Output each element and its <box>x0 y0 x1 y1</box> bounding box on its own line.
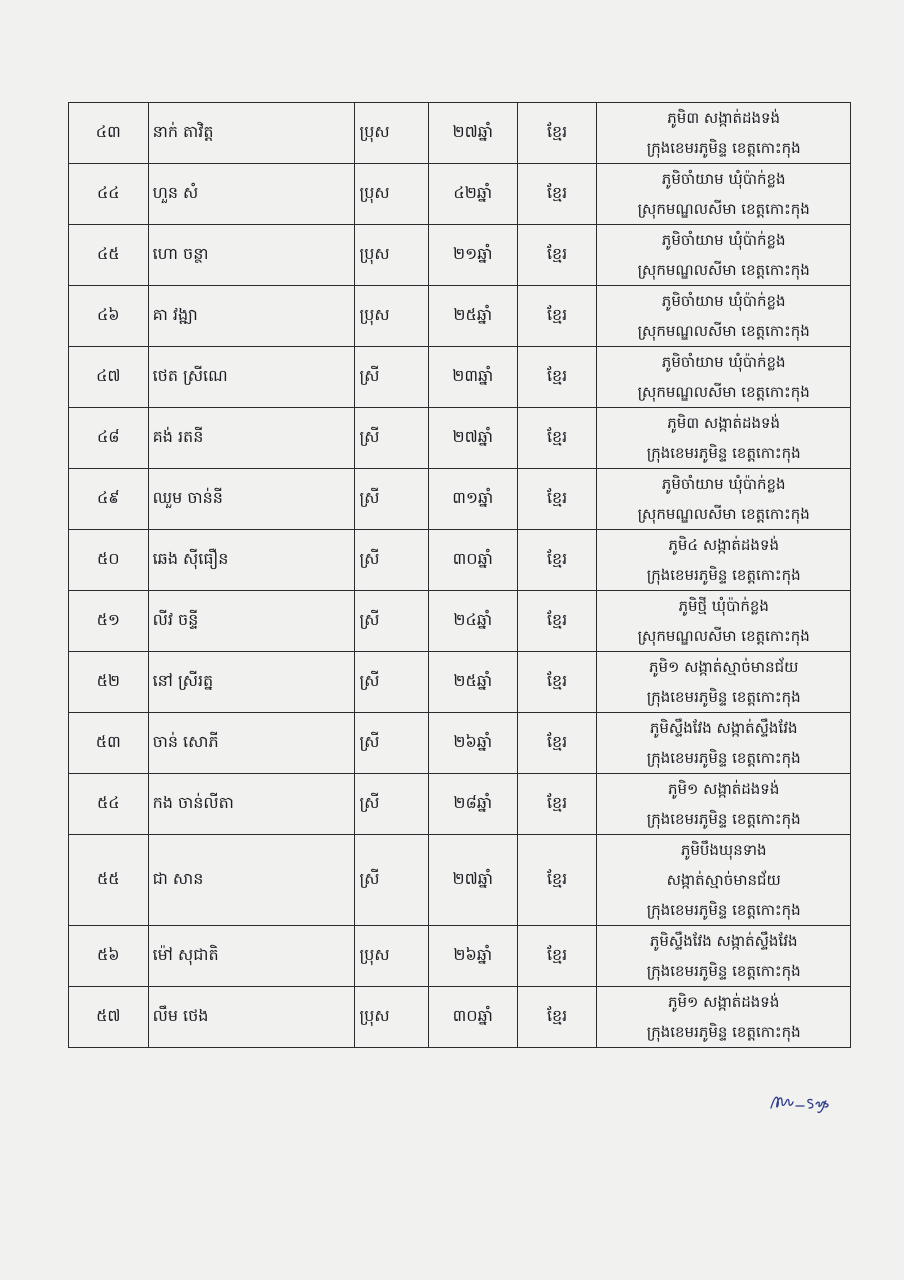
ethnicity-cell: ខ្មែរ <box>517 530 597 591</box>
address-cell <box>597 652 851 713</box>
name-cell: លឹម ថេង <box>148 987 355 1048</box>
address-cell <box>597 987 851 1048</box>
sex-cell: ប្រុស <box>355 286 428 347</box>
sex-cell: ស្រី <box>355 469 428 530</box>
ethnicity-cell: ខ្មែរ <box>517 987 597 1048</box>
row-number-cell: ៤៣ <box>69 103 149 164</box>
address-line: ស្រុកមណ្ឌលសីមា ខេត្តកោះកុង <box>637 383 810 401</box>
sex-cell: ស្រី <box>355 530 428 591</box>
row-number-cell: ៤៦ <box>69 286 149 347</box>
name-cell: កង ចាន់លីតា <box>148 774 355 835</box>
age-cell: ២៦ឆ្នាំ <box>428 713 517 774</box>
ethnicity-cell: ខ្មែរ <box>517 286 597 347</box>
ethnicity-cell: ខ្មែរ <box>517 225 597 286</box>
ethnicity-cell: ខ្មែរ <box>517 347 597 408</box>
sex-cell: ស្រី <box>355 408 428 469</box>
address-cell <box>597 164 851 225</box>
age-cell: ២៧ឆ្នាំ <box>428 103 517 164</box>
ethnicity-cell: ខ្មែរ <box>517 774 597 835</box>
address-line: ក្រុងខេមរភូមិន្ទ ខេត្តកោះកុង <box>646 444 801 462</box>
address-line: ក្រុងខេមរភូមិន្ទ ខេត្តកោះកុង <box>646 139 801 157</box>
sex-cell: ស្រី <box>355 591 428 652</box>
table-row <box>69 225 851 286</box>
table-row <box>69 469 851 530</box>
name-cell: ថេត ស្រីណេ <box>148 347 355 408</box>
ethnicity-cell: ខ្មែរ <box>517 835 597 926</box>
age-cell: ៣០ឆ្នាំ <box>428 530 517 591</box>
address-line: ក្រុងខេមរភូមិន្ទ ខេត្តកោះកុង <box>646 901 801 919</box>
address-line: ភូមិ៣ សង្កាត់ដងទង់ <box>667 109 781 127</box>
table-row <box>69 347 851 408</box>
age-cell: ២១ឆ្នាំ <box>428 225 517 286</box>
address-line: ភូមិ៤ សង្កាត់ដងទង់ <box>668 536 779 554</box>
address-line: ក្រុងខេមរភូមិន្ទ ខេត្តកោះកុង <box>646 1023 801 1041</box>
table-row <box>69 408 851 469</box>
address-cell <box>597 469 851 530</box>
address-cell <box>597 347 851 408</box>
sex-cell: ស្រី <box>355 652 428 713</box>
address-line: ក្រុងខេមរភូមិន្ទ ខេត្តកោះកុង <box>646 566 801 584</box>
row-number-cell: ៥០ <box>69 530 149 591</box>
ethnicity-cell: ខ្មែរ <box>517 408 597 469</box>
row-number-cell: ៤៩ <box>69 469 149 530</box>
ethnicity-cell: ខ្មែរ <box>517 713 597 774</box>
address-cell <box>597 926 851 987</box>
row-number-cell: ៤៥ <box>69 225 149 286</box>
row-number-cell: ៥២ <box>69 652 149 713</box>
address-cell <box>597 286 851 347</box>
sex-cell: ប្រុស <box>355 987 428 1048</box>
table-row <box>69 103 851 164</box>
address-cell <box>597 408 851 469</box>
address-line: ភូមិបឹងឃុនទាង <box>680 841 767 859</box>
address-line: ក្រុងខេមរភូមិន្ទ ខេត្តកោះកុង <box>646 749 801 767</box>
age-cell: ២៥ឆ្នាំ <box>428 286 517 347</box>
ethnicity-cell: ខ្មែរ <box>517 591 597 652</box>
address-line: ស្រុកមណ្ឌលសីមា ខេត្តកោះកុង <box>637 505 810 523</box>
address-cell <box>597 591 851 652</box>
name-cell: ជា សាន <box>148 835 355 926</box>
address-line: ស្រុកមណ្ឌលសីមា ខេត្តកោះកុង <box>637 200 810 218</box>
name-cell: លីវ ចន្ទី <box>148 591 355 652</box>
address-cell <box>597 103 851 164</box>
address-line: ភូមិចាំយាម ឃុំប៉ាក់ខ្លង <box>661 292 786 310</box>
row-number-cell: ៥១ <box>69 591 149 652</box>
name-cell: ឆេង ស៊ីធឿន <box>148 530 355 591</box>
address-cell <box>597 835 851 926</box>
sex-cell: ប្រុស <box>355 103 428 164</box>
name-cell: ឈួម ចាន់នី <box>148 469 355 530</box>
age-cell: ២៣ឆ្នាំ <box>428 347 517 408</box>
sex-cell: ប្រុស <box>355 164 428 225</box>
age-cell: ២៨ឆ្នាំ <box>428 774 517 835</box>
address-line: ក្រុងខេមរភូមិន្ទ ខេត្តកោះកុង <box>646 810 801 828</box>
table-row <box>69 835 851 926</box>
row-number-cell: ៤៨ <box>69 408 149 469</box>
row-number-cell: ៤៤ <box>69 164 149 225</box>
address-cell <box>597 225 851 286</box>
table-row <box>69 286 851 347</box>
signature-image <box>768 1090 830 1116</box>
name-cell: ហួន សំ <box>148 164 355 225</box>
address-line: ភូមិចាំយាម ឃុំប៉ាក់ខ្លង <box>661 231 786 249</box>
ethnicity-cell: ខ្មែរ <box>517 652 597 713</box>
row-number-cell: ៥៤ <box>69 774 149 835</box>
address-cell <box>597 713 851 774</box>
age-cell: ២៥ឆ្នាំ <box>428 652 517 713</box>
sex-cell: ស្រី <box>355 835 428 926</box>
table-row <box>69 926 851 987</box>
row-number-cell: ៥៥ <box>69 835 149 926</box>
name-cell: នៅ ស្រីរត្ន <box>148 652 355 713</box>
address-line: ក្រុងខេមរភូមិន្ទ ខេត្តកោះកុង <box>646 688 801 706</box>
address-line: ភូមិ១ សង្កាត់ដងទង់ <box>668 993 780 1011</box>
age-cell: ២៦ឆ្នាំ <box>428 926 517 987</box>
sex-cell: ប្រុស <box>355 225 428 286</box>
age-cell: ២៧ឆ្នាំ <box>428 408 517 469</box>
address-line: ភូមិចាំយាម ឃុំប៉ាក់ខ្លង <box>661 170 786 188</box>
address-line: ភូមិ១ សង្កាត់ដងទង់ <box>668 780 780 798</box>
address-cell <box>597 774 851 835</box>
table-row <box>69 987 851 1048</box>
sex-cell: ប្រុស <box>355 926 428 987</box>
name-cell: គង់ រតនី <box>148 408 355 469</box>
address-cell <box>597 530 851 591</box>
address-line: ស្រុកមណ្ឌលសីមា ខេត្តកោះកុង <box>637 261 810 279</box>
age-cell: ៣០ឆ្នាំ <box>428 987 517 1048</box>
row-number-cell: ៥៦ <box>69 926 149 987</box>
name-cell: ម៉ៅ សុជាតិ <box>148 926 355 987</box>
sex-cell: ស្រី <box>355 347 428 408</box>
row-number-cell: ៥៧ <box>69 987 149 1048</box>
table-row <box>69 652 851 713</box>
name-cell: នាក់ តាវិត្ត <box>148 103 355 164</box>
age-cell: ២៧ឆ្នាំ <box>428 835 517 926</box>
ethnicity-cell: ខ្មែរ <box>517 469 597 530</box>
address-line: ស្រុកមណ្ឌលសីមា ខេត្តកោះកុង <box>637 627 810 645</box>
name-cell: ហោ ចន្ថា <box>148 225 355 286</box>
address-line: ភូមិស្ទឹងវែង សង្កាត់ស្ទឹងវែង <box>649 719 798 737</box>
table-row <box>69 591 851 652</box>
address-line: ក្រុងខេមរភូមិន្ទ ខេត្តកោះកុង <box>646 962 801 980</box>
address-line: ភូមិ៣ សង្កាត់ដងទង់ <box>667 414 781 432</box>
ethnicity-cell: ខ្មែរ <box>517 164 597 225</box>
ethnicity-cell: ខ្មែរ <box>517 103 597 164</box>
address-line: ភូមិស្ទឹងវែង សង្កាត់ស្ទឹងវែង <box>649 932 798 950</box>
address-line: ភូមិចាំយាម ឃុំប៉ាក់ខ្លង <box>661 353 786 371</box>
address-line: ភូមិចាំយាម ឃុំប៉ាក់ខ្លង <box>661 475 786 493</box>
age-cell: ២៤ឆ្នាំ <box>428 591 517 652</box>
personnel-table-body <box>69 103 851 1048</box>
sex-cell: ស្រី <box>355 774 428 835</box>
address-line: សង្កាត់ស្មាច់មានជ័យ <box>666 871 781 889</box>
age-cell: ៣១ឆ្នាំ <box>428 469 517 530</box>
ethnicity-cell: ខ្មែរ <box>517 926 597 987</box>
table-row <box>69 164 851 225</box>
sex-cell: ស្រី <box>355 713 428 774</box>
address-line: ភូមិថ្មី ឃុំប៉ាក់ខ្លង <box>678 597 769 615</box>
age-cell: ៤២ឆ្នាំ <box>428 164 517 225</box>
name-cell: គា វង្ឍា <box>148 286 355 347</box>
row-number-cell: ៥៣ <box>69 713 149 774</box>
address-line: ភូមិ១ សង្កាត់ស្មាច់មានជ័យ <box>648 658 799 676</box>
table-row <box>69 774 851 835</box>
personnel-table <box>68 102 851 1048</box>
table-row <box>69 530 851 591</box>
table-row <box>69 713 851 774</box>
name-cell: ចាន់ សោភី <box>148 713 355 774</box>
row-number-cell: ៤៧ <box>69 347 149 408</box>
address-line: ស្រុកមណ្ឌលសីមា ខេត្តកោះកុង <box>637 322 810 340</box>
